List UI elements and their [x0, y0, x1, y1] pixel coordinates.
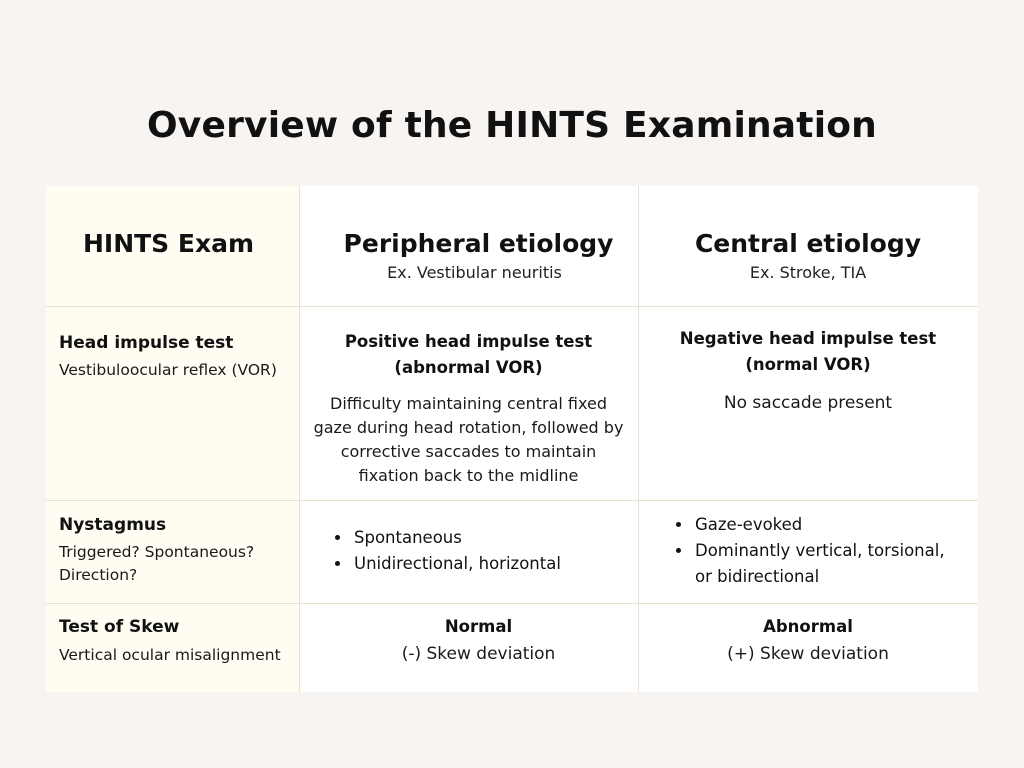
list-item	[693, 538, 945, 590]
central-nystagmus-list	[673, 512, 945, 590]
peripheral-head-impulse-desc-line3: corrective saccades to maintain	[340, 442, 597, 461]
central-head-impulse-title-line1: Negative head impulse test	[679, 329, 937, 348]
cell-nystagmus-peripheral	[299, 501, 638, 604]
row-title-nystagmus: Nystagmus	[59, 515, 167, 535]
row-subtitle-nystagmus-line2: Direction?	[59, 566, 138, 584]
header-central-subtitle: Ex. Stroke, TIA	[749, 263, 867, 282]
header-cell-peripheral	[299, 186, 638, 306]
peripheral-skew-title: Normal	[444, 617, 513, 636]
cell-head-impulse-peripheral	[299, 306, 638, 501]
header-peripheral-subtitle: Ex. Vestibular neuritis	[387, 263, 562, 282]
peripheral-head-impulse-desc-line2: gaze during head rotation, followed by	[313, 418, 624, 437]
cell-head-impulse-central	[638, 306, 978, 501]
peripheral-head-impulse-title-line2: (abnormal VOR)	[394, 358, 543, 377]
header-cell-central	[638, 186, 978, 306]
peripheral-head-impulse-desc-line4: fixation back to the midline	[358, 466, 579, 485]
column-divider	[299, 186, 300, 692]
row-divider	[46, 500, 978, 501]
page-title: Overview of the HINTS Examination	[146, 105, 878, 146]
header-hints-exam: HINTS Exam	[82, 229, 255, 258]
central-head-impulse-desc: No saccade present	[723, 393, 893, 413]
peripheral-nystagmus-list	[332, 525, 561, 577]
list-item: • Gaze-evoked	[693, 512, 945, 538]
list-item-line: Dominantly vertical, torsional,	[695, 541, 945, 560]
peripheral-head-impulse-title-line1: Positive head impulse test	[344, 332, 593, 351]
row-title-head-impulse: Head impulse test	[59, 333, 234, 353]
row-divider	[46, 306, 978, 307]
list-item: • Spontaneous	[352, 525, 561, 551]
central-skew-desc: (+) Skew deviation	[727, 644, 889, 664]
row-subtitle-nystagmus-line1: Triggered? Spontaneous?	[59, 543, 255, 561]
peripheral-skew-desc: (-) Skew deviation	[401, 644, 556, 664]
row-subtitle-skew: Vertical ocular misalignment	[59, 646, 281, 664]
row-label-head-impulse	[46, 306, 299, 501]
peripheral-head-impulse-desc-line1: Difficulty maintaining central fixed	[330, 394, 607, 413]
header-cell-hints-exam	[46, 186, 299, 306]
cell-nystagmus-central	[638, 501, 978, 604]
row-title-test-of-skew: Test of Skew	[59, 617, 180, 637]
cell-skew-peripheral	[299, 604, 638, 692]
list-item-line: or bidirectional	[695, 567, 820, 586]
list-item: • Unidirectional, horizontal	[352, 551, 561, 577]
hints-table	[46, 186, 978, 692]
cell-skew-central	[638, 604, 978, 692]
header-central-title: Central etiology	[694, 229, 922, 258]
row-divider	[46, 603, 978, 604]
column-divider	[638, 186, 639, 692]
row-label-test-of-skew	[46, 604, 299, 692]
central-skew-title: Abnormal	[763, 617, 853, 636]
row-subtitle-vor: Vestibuloocular reflex (VOR)	[59, 361, 277, 379]
header-peripheral-title: Peripheral etiology	[343, 229, 614, 258]
central-head-impulse-title-line2: (normal VOR)	[745, 355, 871, 374]
row-label-nystagmus	[46, 501, 299, 604]
